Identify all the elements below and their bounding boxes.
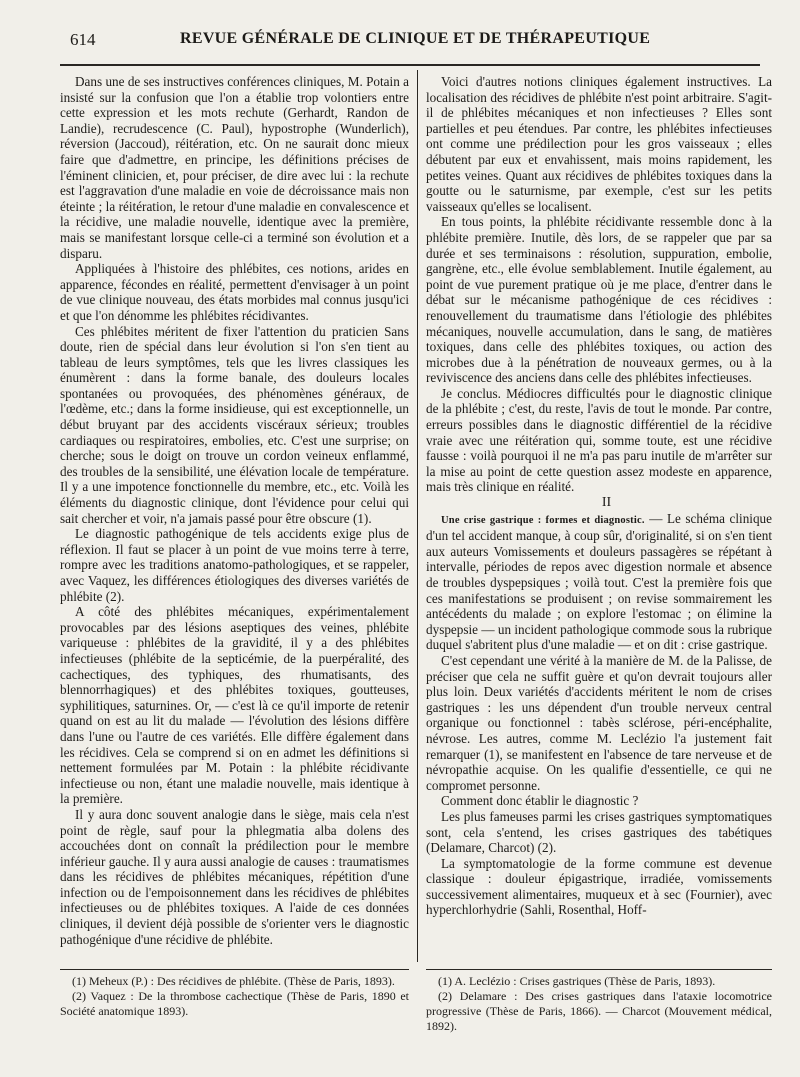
paragraph: Ces phlébites méritent de fixer l'attention du praticien Sans doute, rien de spécial dans leur évolution si l'on s'en tient au tableau de leurs symptômes, tels que les livres classiques les énumèrent : dans la forme banale, des douleurs locales spontanées ou provoquées, des phénomènes généraux, de l'œdème, etc.; dans la forme insidieuse, qui est exceptionnelle, un début bruyant par des accidents viscéraux sérieux; troubles cardiaques ou respiratoires, embolies, etc. C'est une surprise; on cherche; sous le doigt on trouve un cordon veineux enflammé, des troubles de la sensibilité, une élévation locale de température. Il y a une impotence fonctionnelle du membre, etc., etc. Voilà les éléments du diagnostic clinique, dont l'évidence pour celui qui sait chercher et voir, n'a jamais passé pour être obscure (1). bbox=[60, 323, 409, 526]
footnote-rule-left bbox=[60, 969, 409, 970]
footnote: (2) Delamare : Des crises gastriques dans l'ataxie locomotrice progressive (Thèse de Paris, 1866). — Charcot (Mouvement médical, 1892). bbox=[426, 989, 772, 1033]
footnote: (2) Vaquez : De la thrombose cachectique (Thèse de Paris, 1890 et Société anatomique 1893). bbox=[60, 989, 409, 1018]
right-column bbox=[426, 74, 772, 969]
page-header bbox=[60, 28, 760, 54]
paragraph: Je conclus. Médiocres difficultés pour le diagnostic clinique de la phlébite ; c'est, du reste, l'avis de tout le monde. Par contre, erreurs possibles dans le diagnostic différentiel de la récidive vraie avec une réitération qui, somme toute, est une récidive fausse : voilà pourquoi il ne m'a pas paru inutile de m'arrêter sur la mise au point de cette question assez modeste en apparence, mais très clinique en réalité. bbox=[426, 385, 772, 495]
running-title: REVUE GÉNÉRALE DE CLINIQUE ET DE THÉRAPEUTIQUE bbox=[180, 30, 651, 47]
section-runin-heading: Une crise gastrique : formes et diagnostic. bbox=[441, 514, 645, 526]
footnotes-left bbox=[60, 974, 409, 1064]
paragraph: Voici d'autres notions cliniques également instructives. La localisation des récidives de phlébite n'est point arbitraire. S'agit-il de phlébites mécaniques et non infectieuses ? Elles sont partielles et peu étendues. Par contre, les phlébites infectieuses ont comme une prédilection pour les gros vaisseaux ; elles débutent par eux et envahissent, mais moins rapidement, les petites veines. Quant aux récidives de phlébites toxiques dans la goutte ou le saturnisme, par exemple, c'est sur les petits vaisseaux qu'elles se localisent. bbox=[426, 74, 772, 214]
paragraph: Les plus fameuses parmi les crises gastriques symptomatiques sont, cela s'entend, les crises gastriques des tabétiques (Delamare, Charcot) (2). bbox=[426, 808, 772, 856]
paragraph: Il y aura donc souvent analogie dans le siège, mais cela n'est point de règle, sauf pour la phlegmatia alba dolens des accouchées dont on connaît la prédilection pour le membre inférieur gauche. Il y aura aussi analogie de causes : traumatismes dans les récidives de phlébites mécaniques, répétition d'une infection ou de l'empoisonnement dans les récidives de phlébites infectieuses ou de phlébites toxiques. A l'aide de ces données cliniques, il devient déjà possible de s'orienter vers le diagnostic pathogénique d'une récidive de phlébite. bbox=[60, 806, 409, 947]
column-divider bbox=[417, 70, 418, 962]
footnotes-right bbox=[426, 974, 772, 1064]
section-number: II bbox=[601, 495, 612, 511]
footnote-rule-right bbox=[426, 969, 772, 970]
paragraph: C'est cependant une vérité à la manière de M. de la Palisse, de préciser que cela ne suffit guère et qu'on devrait toujours aller plus loin. Deux variétés d'accidents méritent le nom de crises gastriques : les uns dépendent d'un trouble nerveux central organique ou fonctionnel : tabès sclérose, péri-encéphalite, névrose. Les autres, comme M. Leclézio l'a justement fait remarquer (1), se manifestent en l'absence de tare nerveuse et de névropathie acquise. On les qualifie d'essentielle, ce qui ne compromet personne. bbox=[426, 652, 772, 793]
section-paragraph bbox=[426, 511, 772, 653]
paragraph: A côté des phlébites mécaniques, expérimentalement provocables par des lésions aseptiques des veines, phlébite variqueuse : phlébites de la gravidité, il y a des phlébites infectieuses (phlébite de la septicémie, de la puerpéralité, des cachectiques, des typhiques, des rhumatisants, des blennorrhagiques) et des phlébites toxiques, goutteuses, syphilitiques, saturnines. Or, — c'est là ce qu'il importe de retenir quand on est au lit du malade — l'évolution des lésions diffère dans l'une ou l'autre de ces variétés. Elle diffère également dans les récidives. Cela se comprend si on en admet les définitions si nettement formulées par M. Potain : la phlébite récidivante infectieuse ou non, étant une maladie nouvelle, mais identique à la première. bbox=[60, 604, 409, 807]
page-number: 614 bbox=[70, 30, 96, 49]
paragraph: Comment donc établir le diagnostic ? bbox=[441, 793, 639, 809]
paragraph: Appliquées à l'histoire des phlébites, ces notions, arides en apparence, fécondes en réalité, permettent d'envisager à un point de vue clinique nouveau, des états morbides mal connus jusqu'ici et que l'on dénomme les phlébites récidivantes. bbox=[60, 261, 409, 323]
paragraph: Dans une de ses instructives conférences cliniques, M. Potain a insisté sur la confusion que l'on a établie trop volontiers entre cette expression et les mots rechute (Gerhardt, Randon de Landie), recrudescence (C. Paul), hypostrophe (Wunderlich), réversion (Jaccoud), réitération, etc. On ne saurait donc mieux faire que d'admettre, en principe, les définitions précises de l'éminent clinicien, et, pour préciser, de dire avec lui : la rechute est l'aggravation d'une maladie en voie de décroissance mais non éteinte ; la réitération, le retour d'une maladie en convalescence et la récidive, une maladie nouvelle, identique avec la première, mais se manifestant lorsque celle-ci a terminé son évolution et a disparu. bbox=[60, 74, 409, 261]
header-rule bbox=[60, 64, 760, 66]
paragraph: Le diagnostic pathogénique de tels accidents exige plus de réflexion. Il faut se placer à un point de vue moins terre à terre, rompre avec les traditions anatomo-pathologiques, et se rappeler, avec Vaquez, les différences étiologiques des diverses variétés de phlébite (2). bbox=[60, 526, 409, 604]
footnote: (1) A. Leclézio : Crises gastriques (Thèse de Paris, 1893). bbox=[438, 974, 716, 988]
footnote: (1) Meheux (P.) : Des récidives de phlébite. (Thèse de Paris, 1893). bbox=[72, 974, 395, 988]
paragraph: En tous points, la phlébite récidivante ressemble donc à la phlébite première. Inutile, dès lors, de se rappeler que par sa durée et ses terminaisons : résolution, suppuration, embolie, gangrène, etc., elle évolue semblablement. Inutile également, au point de vue purement pratique où je me place, d'entrer dans le débat sur le mécanisme pathogénique de ces récidives : renouvellement du traumatisme dans l'étiologie des phlébites mécaniques, nouvelle accumulation, dans le sang, de matières toxiques, dans celle des phlébites toxiques, ou action des microbes due à la pénétration de nouveaux germes, ou à la reviviscence des anciens dans celle des phlébites infectieuses. bbox=[426, 214, 772, 386]
section-runin-text: — Le schéma clinique d'un tel accident manque, à coup sûr, d'originalité, si on s'en tient aux auteurs Vomissements et douleurs passagères se répétant à intervalle, périodes de repos avec digestion normale et absence de troubles dyspepsiques ; voilà tout. C'est la première fois que ces manifestations se produisent ; on revise sommairement les antécédents du malade ; on explore l'estomac ; on élimine la dyspepsie — un incident pathologique commode sous la rubrique duquel s'abritent plus d'une maladie — et on dit : crise gastrique. bbox=[426, 510, 772, 653]
left-column bbox=[60, 74, 409, 969]
paragraph: La symptomatologie de la forme commune est devenue classique : douleur épigastrique, irradiée, vomissements successivement alimentaires, muqueux et à sec (Fournier), avec hyperchlorhydrie (Sahli, Rosenthal, Hoff- bbox=[426, 855, 772, 918]
